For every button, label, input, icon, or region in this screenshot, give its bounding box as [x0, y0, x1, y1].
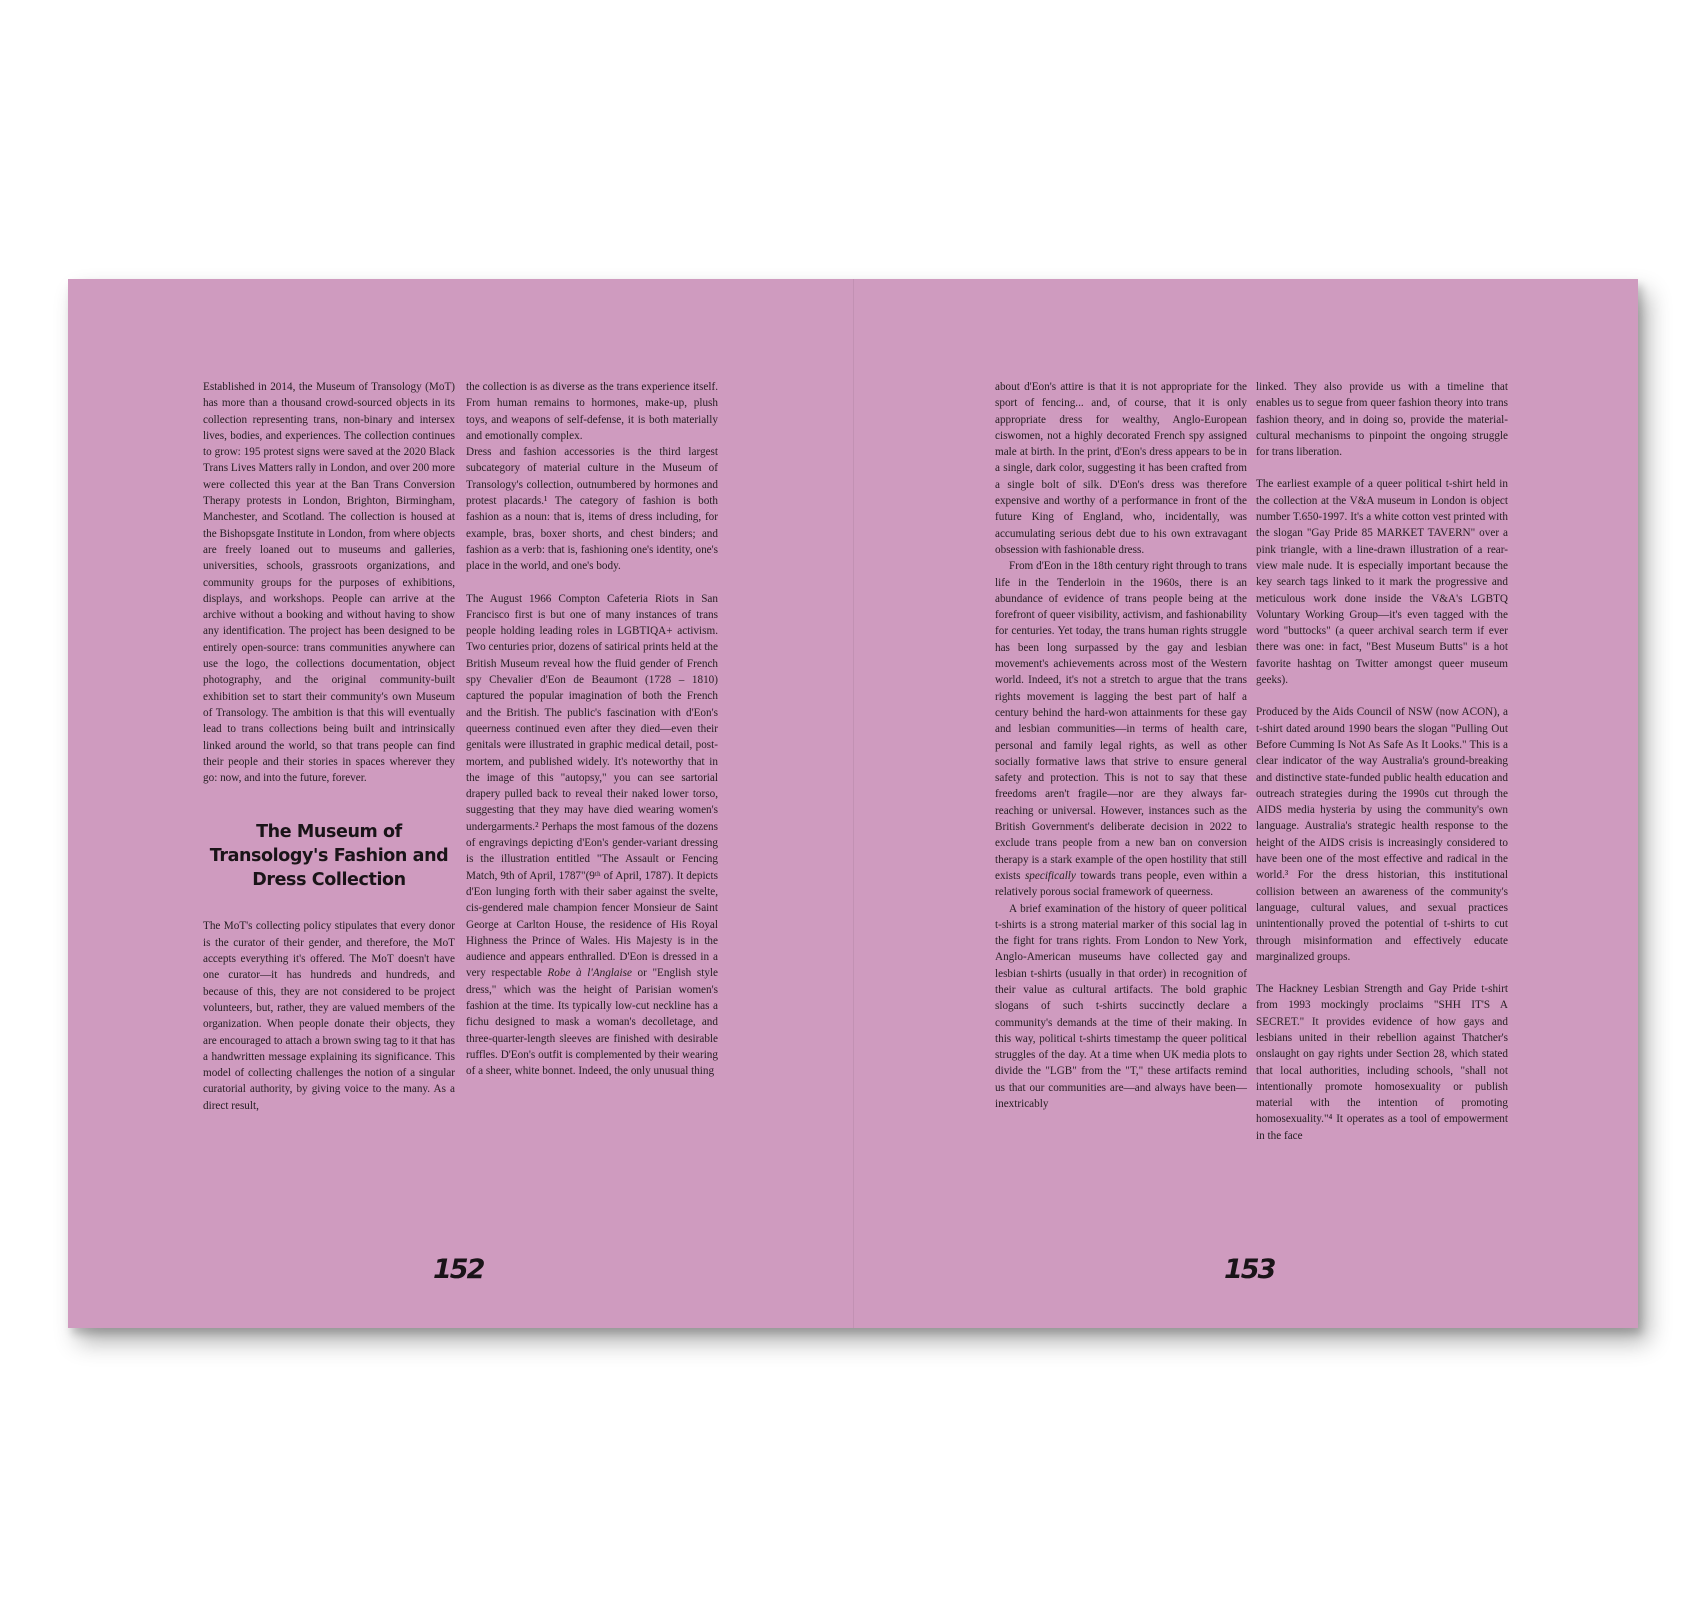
right-page-column-2	[1256, 379, 1508, 1144]
left-page-column-1	[203, 379, 455, 1114]
page-number-right: 153	[1224, 1254, 1275, 1285]
body-paragraph: The earliest example of a queer political t-shirt held in the collection at the V&A museum in London is object number T.650-1997. It's a white cotton vest printed with the slogan "Gay Pride 85 MARKET TAVERN" over a pink triangle, with a line-drawn illustration of a rear-view male nude. It is especially important because the key search tags linked to it mark the progressive and meticulous work done inside the V&A's LGBTQ Voluntary Working Group—it's even tagged with the word "buttocks" (a queer archival search term if ever there was one: in fact, "Best Museum Butts" is a hot favorite hashtag on Twitter amongst queer museum geeks).	[1256, 478, 1508, 687]
book-gutter	[853, 279, 854, 1328]
text-run: From d'Eon in the 18th century right through to trans life in the Tenderloin in the 1960s, there is an abundance of evidence of trans people being at the forefront of queer visibility, activism, and fashionability for centuries. Yet today, the trans human rights struggle has been long surpassed by the gay and lesbian movement's achievements across most of the Western world. Indeed, it's not a stretch to argue that the trans rights movement is lagging the best part of half a century behind the hard-won attainments for these gay and lesbian communities—in terms of health care, personal and family legal rights, as well as other socially formative laws that strive to ensure general safety and protection. This is not to say that these freedoms aren't fragile—nor are they always far-reaching or universal. However, instances such as the British Government's deliberate decision in 2022 to exclude trans people from a new ban on conversion therapy is a stark example of the open hostility that still exists	[995, 560, 1247, 882]
left-page-column-2	[466, 379, 718, 1079]
body-paragraph: The Hackney Lesbian Strength and Gay Pride t-shirt from 1993 mockingly proclaims "SHH IT'S A SECRET." It provides evidence of how gays and lesbians united in their rebellion against Thatcher's onslaught on gay rights under Section 28, which stated that local authorities, including schools, "shall not intentionally promote homosexuality or publish material with the intention of promoting homosexuality."⁴ It operates as a tool of empowerment in the face	[1256, 983, 1508, 1142]
italic-text: Robe à l'Anglaise	[547, 967, 632, 980]
page-number-left: 152	[433, 1254, 484, 1285]
body-paragraph	[466, 591, 718, 1080]
body-paragraph: Produced by the Aids Council of NSW (now ACON), a t-shirt dated around 1990 bears the slogan "Pulling Out Before Cumming Is Not As Safe As It Looks." This is a clear indicator of the way Australia's ground-breaking and distinctive state-funded public health education and outreach strategies during the 1990s cut through the AIDS media hysteria by using the community's own language. Australia's strategic health response to the height of the AIDS crisis is increasingly considered to have been one of the most effective and radical in the world.³ For the dress historian, this institutional collision between an awareness of the community's language, cultural values, and sexual practices unintentionally proved the potential of t-shirts to cut through misinformation and effectively educate marginalized groups.	[1256, 706, 1508, 963]
body-paragraph: linked. They also provide us with a timeline that enables us to segue from queer fashion theory into trans fashion theory, and in doing so, provide the material-cultural mechanisms to pinpoint the ongoing struggle for trans liberation.	[1256, 381, 1508, 459]
body-paragraph: about d'Eon's attire is that it is not appropriate for the sport of fencing... and, of course, that it is only appropriate dress for wealthy, Anglo-European ciswomen, not a highly decorated French spy assigned male at birth. In the print, d'Eon's dress appears to be in a single, dark color, suggesting it has been crafted from a single bolt of silk. D'Eon's dress was therefore expensive and worthy of a performance in front of the future King of England, who, incidentally, was accumulating serious debt due to his own extravagant obsession with fashionable dress.	[995, 381, 1247, 556]
body-paragraph: Established in 2014, the Museum of Transology (MoT) has more than a thousand crowd-sourced objects in its collection representing trans, non-binary and intersex lives, bodies, and experiences. The collection continues to grow: 195 protest signs were saved at the 2020 Black Trans Lives Matters rally in London, and over 200 more were collected this year at the Ban Trans Conversion Therapy protests in London, Brighton, Birmingham, Manchester, and Scotland. The collection is housed at the Bishopsgate Institute in London, from where objects are freely loaned out to museums and galleries, universities, schools, grassroots organizations, and community groups for the purposes of exhibitions, displays, and workshops. People can arrive at the archive without a booking and without having to show any identification. The project has been designed to be entirely open-source: trans communities anywhere can use the logo, the collections documentation, object photography, and the original community-built exhibition set to start their community's own Museum of Transology. The ambition is that this will eventually lead to trans collections being built and intrinsically linked around the world, so that trans people can find their people and their stories in spaces wherever they go: now, and into the future, forever.	[203, 381, 455, 785]
book-spread	[68, 279, 1638, 1328]
text-run: or "English style dress," which was the height of Parisian women's fashion at the time. Its typically low-cut neckline has a fichu designed to mask a woman's decolletage, and three-quarter-length sleeves are finished with desirable ruffles. D'Eon's outfit is complemented by their wearing of a sheer, white bonnet. Indeed, the only unusual thing	[466, 967, 718, 1078]
body-paragraph	[995, 558, 1247, 900]
body-paragraph: The MoT's collecting policy stipulates that every donor is the curator of their gender, and therefore, the MoT accepts everything it's offered. The MoT doesn't have one curator—it has hundreds and hundreds, and because of this, they are not considered to be project volunteers, but, rather, they are valued members of the organization. When people donate their objects, they are encouraged to attach a brown swing tag to it that has a handwritten message explaining its significance. This model of collecting challenges the notion of a singular curatorial authority, by giving voice to the many. As a direct result,	[203, 920, 455, 1112]
right-page-column-1	[995, 379, 1247, 1112]
section-heading: The Museum of Transology's Fashion and Dress Collection	[209, 822, 449, 891]
body-paragraph: Dress and fashion accessories is the third largest subcategory of material culture in the Museum of Transology's collection, outnumbered by hormones and protest placards.¹ The category of fashion is both fashion as a noun: that is, items of dress including, for example, bras, boxer shorts, and chest binders; and fashion as a verb: that is, fashioning one's identity, one's place in the world, and one's body.	[466, 446, 718, 573]
body-paragraph: the collection is as diverse as the trans experience itself. From human remains to hormones, make-up, plush toys, and weapons of self-defense, it is both materially and emotionally complex.	[466, 381, 718, 442]
text-run: The August 1966 Compton Cafeteria Riots in San Francisco first is but one of many instances of trans people holding leading roles in LGBTIQA+ activism. Two centuries prior, dozens of satirical prints held at the British Museum reveal how the fluid gender of French spy Chevalier d'Eon de Beaumont (1728 – 1810) captured the popular imagination of both the French and the British. The public's fascination with d'Eon's queerness continued even after they died—even their genitals were illustrated in graphic medical detail, post-mortem, and published widely. It's noteworthy that in the image of this "autopsy," you can see sartorial drapery pulled back to reveal their naked lower torso, suggesting that they may have died wearing women's undergarments.² Perhaps the most famous of the dozens of engravings depicting d'Eon's gender-variant dressing is the illustration entitled "The Assault or Fencing Match, 9th of April, 1787"(9ᵗʰ of April, 1787). It depicts d'Eon lunging forth with their saber against the svelte, cis-gendered male champion fencer Monsieur de Saint George at Carlton House, the residence of His Royal Highness the Prince of Wales. His Majesty is in the audience and appears enthralled. D'Eon is dressed in a very respectable	[466, 592, 718, 980]
italic-text: specifically	[1024, 869, 1076, 882]
body-paragraph: A brief examination of the history of queer political t-shirts is a strong material marker of this social lag in the fight for trans rights. From London to New York, Anglo-American museums have collected gay and lesbian t-shirts (usually in that order) in recognition of their value as cultural artifacts. The bold graphic slogans of such t-shirts succinctly declare a community's demands at the time of their making. In this way, political t-shirts timestamp the queer political struggles of the day. At a time when UK media plots to divide the "LGB" from the "T," these artifacts remind us that our communities are—and always have been—inextricably	[995, 902, 1247, 1111]
text-run: towards trans people, even within a relatively porous social framework of queerness.	[995, 869, 1248, 899]
